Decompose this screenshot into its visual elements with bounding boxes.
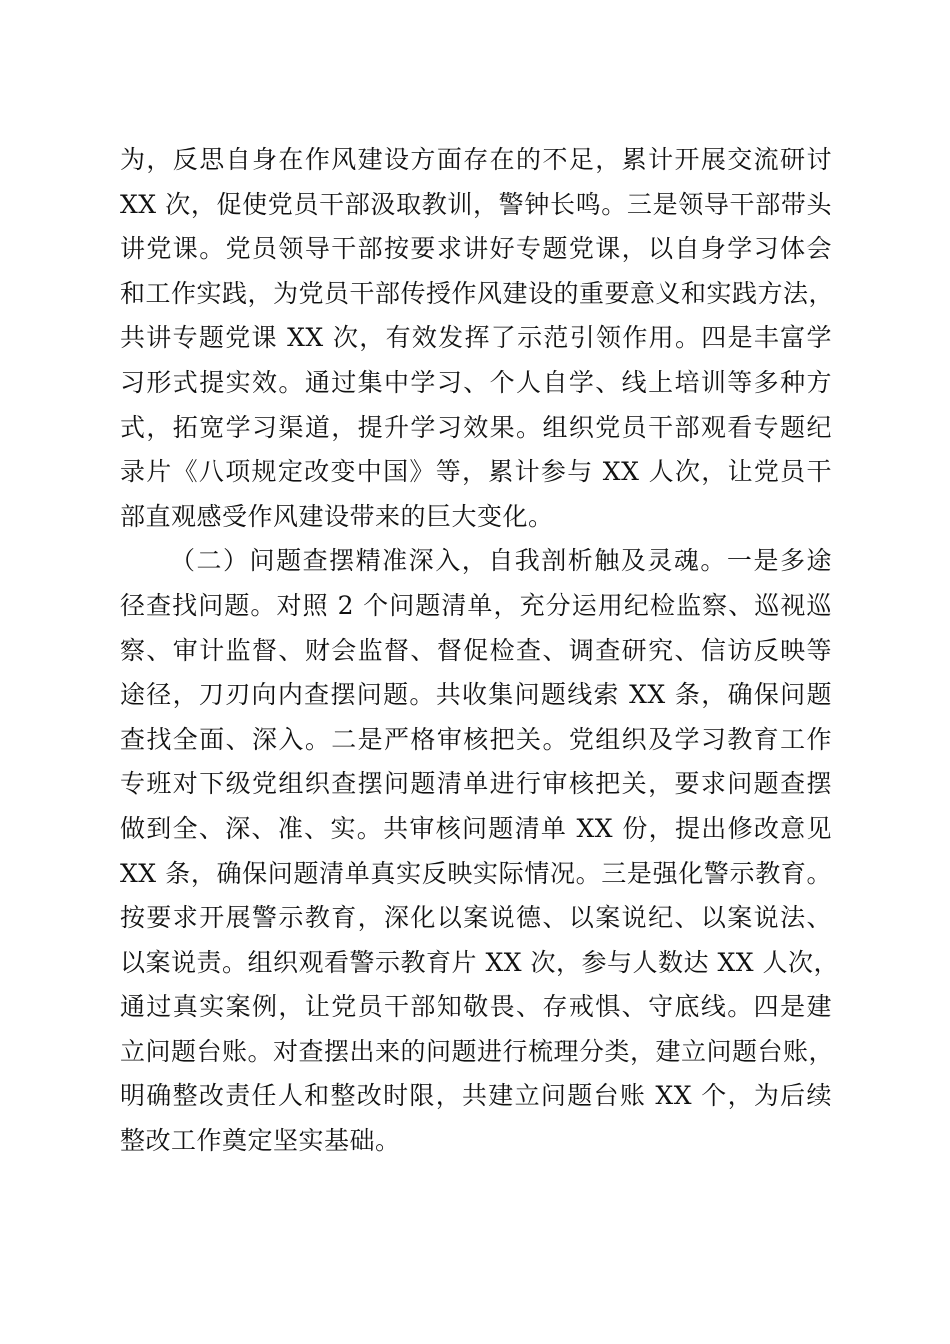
text-line: 做到全、深、准、实。共审核问题清单 XX 份，提出修改意见 [120,813,832,843]
text-line: XX 次，促使党员干部汲取教训，警钟长鸣。三是领导干部带头 [120,189,832,219]
text-line: 习形式提实效。通过集中学习、个人自学、线上培训等多种方 [120,367,832,397]
text-line: 以案说责。组织观看警示教育片 XX 次，参与人数达 XX 人次， [120,947,839,977]
paragraph-2 [120,539,839,1163]
text-line: 察、审计监督、财会监督、督促检查、调查研究、信访反映等 [120,635,832,665]
text-line: 为，反思自身在作风建设方面存在的不足，累计开展交流研讨 [120,145,832,174]
text-line: 录片《八项规定改变中国》等，累计参与 XX 人次，让党员干 [120,457,832,487]
text-line: 专班对下级党组织查摆问题清单进行审核把关，要求问题查摆 [120,769,832,799]
text-line: 明确整改责任人和整改时限，共建立问题台账 XX 个，为后续 [120,1081,832,1111]
text-line: 查找全面、深入。二是严格审核把关。党组织及学习教育工作 [120,724,832,754]
text-line: 整改工作奠定坚实基础。 [120,1126,401,1156]
text-line: 式，拓宽学习渠道，提升学习效果。组织党员干部观看专题纪 [120,412,832,442]
text-line: 讲党课。党员领导干部按要求讲好专题党课，以自身学习体会 [120,234,832,264]
text-line: （二）问题查摆精准深入，自我剖析触及灵魂。一是多途 [170,546,832,576]
text-line: 通过真实案例，让党员干部知敬畏、存戒惧、守底线。四是建 [120,992,832,1022]
text-line: 途径，刀刃向内查摆问题。共收集问题线索 XX 条，确保问题 [120,680,832,710]
text-line: 径查找问题。对照 2 个问题清单，充分运用纪检监察、巡视巡 [120,590,832,620]
text-line: 部直观感受作风建设带来的巨大变化。 [120,501,554,531]
text-line: 立问题台账。对查摆出来的问题进行梳理分类，建立问题台账， [120,1036,835,1066]
body-text [120,138,839,1164]
text-line: 按要求开展警示教育，深化以案说德、以案说纪、以案说法、 [120,903,832,933]
text-line: 和工作实践，为党员干部传授作风建设的重要意义和实践方法， [120,278,835,308]
paragraph-1 [120,138,835,539]
text-line: 共讲专题党课 XX 次，有效发挥了示范引领作用。四是丰富学 [120,323,832,353]
text-line: XX 条，确保问题清单真实反映实际情况。三是强化警示教育。 [120,858,832,888]
